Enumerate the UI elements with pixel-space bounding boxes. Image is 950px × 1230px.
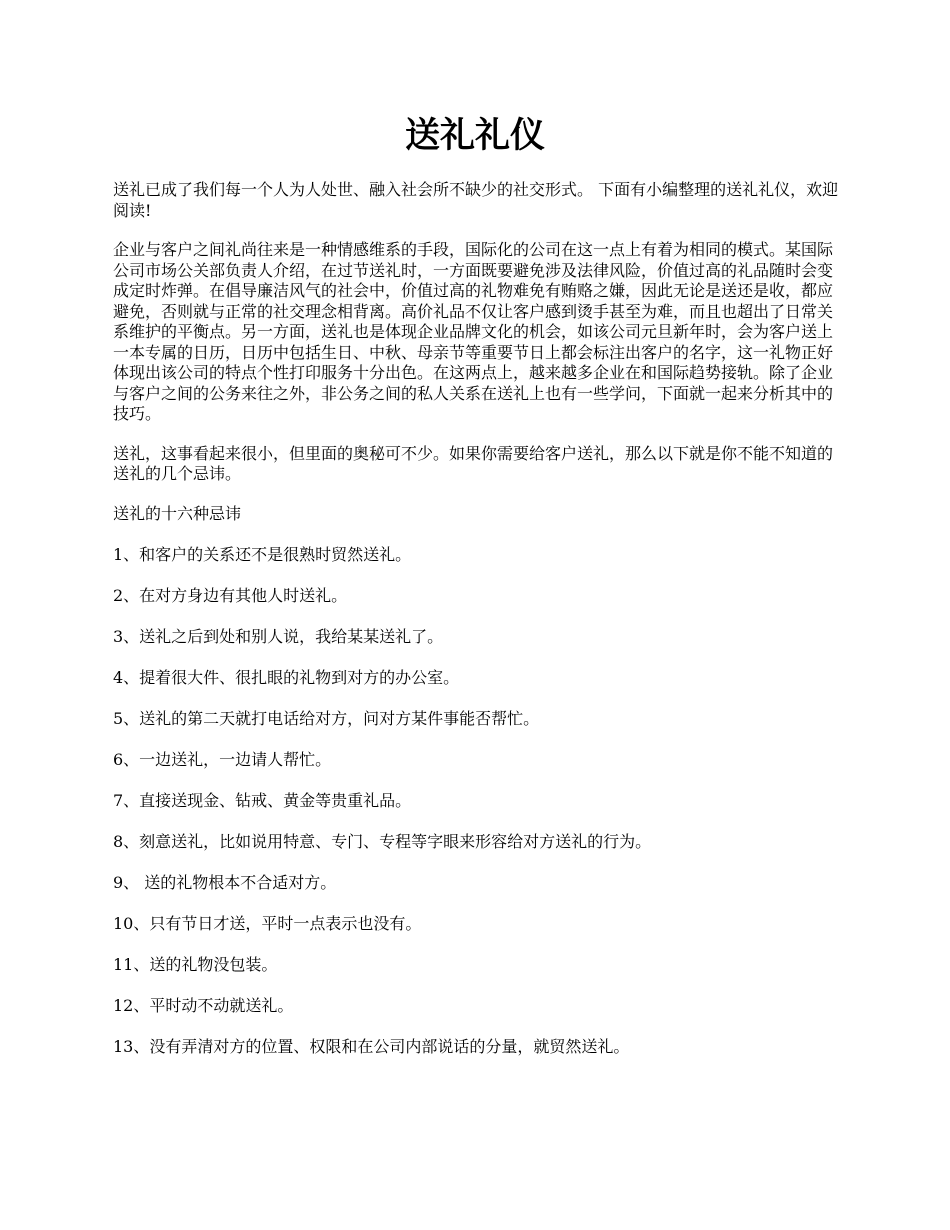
list-item: 7、直接送现金、钻戒、黄金等贵重礼品。 — [113, 790, 412, 810]
list-item: 2、在对方身边有其他人时送礼。 — [113, 585, 348, 605]
list-heading: 送礼的十六种忌讳 — [113, 503, 242, 523]
list-item: 10、只有节日才送，平时一点表示也没有。 — [113, 913, 422, 933]
secrets-paragraph: 送礼，这事看起来很小，但里面的奥秘可不少。如果你需要给客户送礼，那么以下就是你不能不知道的送礼的几个忌讳。 — [113, 443, 834, 483]
document-body — [113, 180, 848, 1078]
list-item: 12、平时动不动就送礼。 — [113, 995, 294, 1015]
list-item: 4、提着很大件、很扎眼的礼物到对方的办公室。 — [113, 667, 460, 687]
enterprise-paragraph: 企业与客户之间礼尚往来是一种情感维系的手段，国际化的公司在这一点上有着为相同的模式。某国际公司市场公关部负责人介绍，在过节送礼时，一方面既要避免涉及法律风险，价值过高的礼品随时会变成定时炸弹。在倡导廉洁风气的社会中，价值过高的礼物难免有贿赂之嫌，因此无论是送还是收，都应避免，否则就与正常的社交理念相背离。高价礼品不仅让客户感到烫手甚至为难，而且也超出了日常关系维护的平衡点。另一方面，送礼也是体现企业品牌文化的机会，如该公司元旦新年时，会为客户送上一本专属的日历，日历中包括生日、中秋、母亲节等重要节日上都会标注出客户的名字，这一礼物正好体现出该公司的特点个性打印服务十分出色。在这两点上，越来越多企业在和国际趋势接轨。除了企业与客户之间的公务来往之外，非公务之间的私人关系在送礼上也有一些学问，下面就一起来分析其中的技巧。 — [113, 240, 834, 423]
list-item: 13、没有弄清对方的位置、权限和在公司内部说话的分量，就贸然送礼。 — [113, 1036, 630, 1056]
list-item: 11、送的礼物没包装。 — [113, 954, 278, 974]
list-item: 9、 送的礼物根本不合适对方。 — [113, 872, 337, 892]
list-item: 3、送礼之后到处和别人说，我给某某送礼了。 — [113, 626, 444, 646]
list-item: 8、刻意送礼，比如说用特意、专门、专程等字眼来形容给对方送礼的行为。 — [113, 831, 652, 851]
list-item: 1、和客户的关系还不是很熟时贸然送礼。 — [113, 544, 412, 564]
list-item: 5、送礼的第二天就打电话给对方，问对方某件事能否帮忙。 — [113, 708, 540, 728]
document-title: 送礼礼仪 — [404, 115, 545, 156]
intro-paragraph: 送礼已成了我们每一个人为人处世、融入社会所不缺少的社交形式。 下面有小编整理的送礼礼仪，欢迎阅读! — [113, 180, 839, 220]
list-item: 6、一边送礼，一边请人帮忙。 — [113, 749, 332, 769]
